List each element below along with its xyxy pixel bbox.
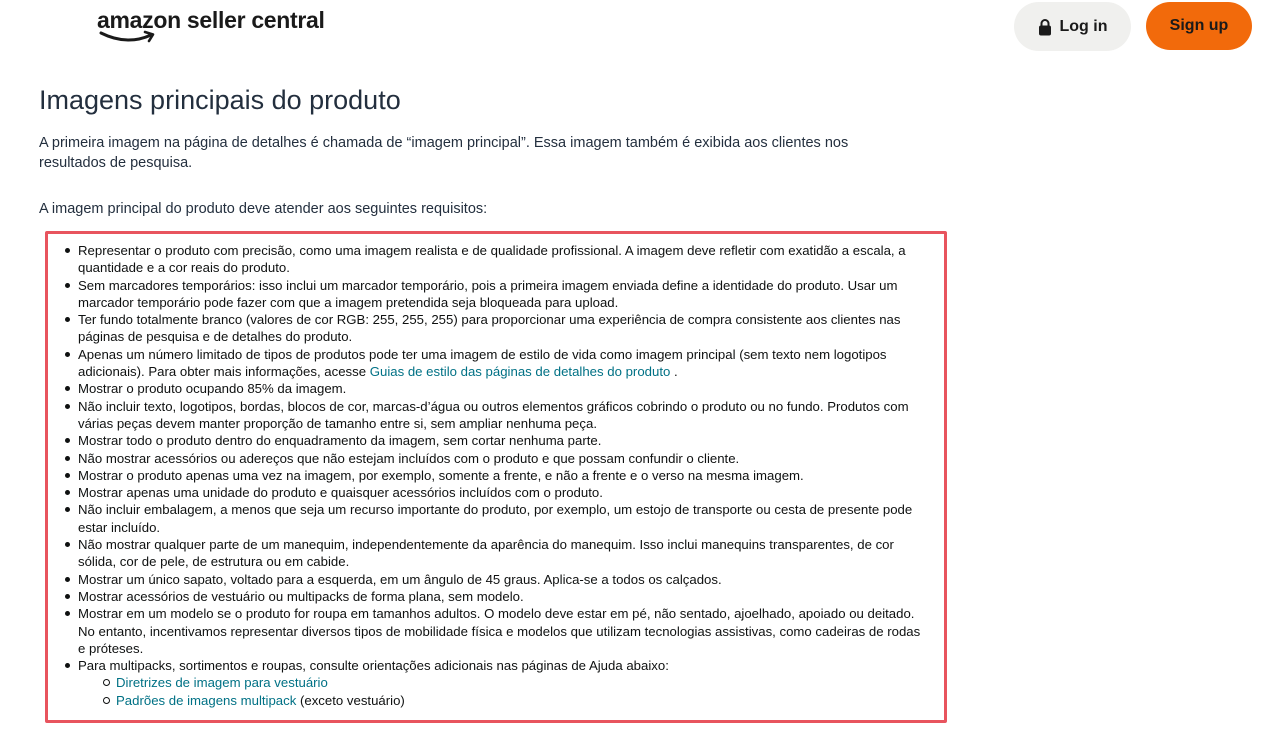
intro-paragraph: A primeira imagem na página de detalhes é chamada de “imagem principal”. Essa imagem também é exibida aos clientes nos resultados de pesquisa. <box>39 135 849 171</box>
help-links-list <box>116 674 928 709</box>
sub-list-item-text: (exceto vestuário) <box>296 692 405 708</box>
list-item: Não mostrar qualquer parte de um manequim, independentemente da aparência do manequim. Isso inclui manequins transparentes, de cor sólida, cor de pele, de estrutura ou em cabide. <box>78 536 928 571</box>
list-item: Mostrar um único sapato, voltado para a esquerda, em um ângulo de 45 graus. Aplica-se a todos os calçados. <box>78 571 928 588</box>
sub-list-item <box>116 674 928 691</box>
login-label: Log in <box>1059 17 1108 35</box>
list-item-text: . <box>670 364 678 380</box>
list-item: Mostrar todo o produto dentro do enquadramento da imagem, sem cortar nenhuma parte. <box>78 432 928 449</box>
list-item: Sem marcadores temporários: isso inclui um marcador temporário, pois a primeira imagem enviada define a identidade do produto. Usar um marcador temporário pode fazer com que a imagem pretendida seja bloqueada para upload. <box>78 277 928 312</box>
list-item <box>78 657 928 709</box>
requirements-lead: A imagem principal do produto deve atender aos seguintes requisitos: <box>39 201 488 217</box>
list-item: Não mostrar acessórios ou adereços que não estejam incluídos com o produto e que possam confundir o cliente. <box>78 450 928 467</box>
list-item: Mostrar o produto ocupando 85% da imagem. <box>78 380 928 397</box>
list-item-text: Apenas um número limitado de tipos de produtos pode ter uma imagem de estilo de vida como imagem principal (sem texto nem logotipos adicionais). Para obter mais informações, acesse <box>78 346 887 380</box>
logo-text: amazon seller central <box>97 7 325 33</box>
multipack-image-standards-link[interactable]: Padrões de imagens multipack <box>116 692 297 708</box>
list-item: Não incluir embalagem, a menos que seja um recurso importante do produto, por exemplo, um estojo de transporte ou cesta de presente pode estar incluído. <box>78 501 928 536</box>
style-guides-link[interactable]: Guias de estilo das páginas de detalhes do produto <box>369 364 671 380</box>
amazon-smile-icon <box>99 30 159 44</box>
signup-label: Sign up <box>1169 17 1229 34</box>
page-title: Imagens principais do produto <box>39 85 401 115</box>
apparel-image-guidelines-link[interactable]: Diretrizes de imagem para vestuário <box>116 675 328 691</box>
list-item: Ter fundo totalmente branco (valores de cor RGB: 255, 255, 255) para proporcionar uma experiência de compra consistente aos clientes nas páginas de pesquisa e de detalhes do produto. <box>78 311 928 346</box>
list-item: Representar o produto com precisão, como uma imagem realista e de qualidade profissional. A imagem deve refletir com exatidão a escala, a quantidade e a cor reais do produto. <box>78 242 928 277</box>
list-item: Não incluir texto, logotipos, bordas, blocos de cor, marcas-d’água ou outros elementos gráficos cobrindo o produto ou no fundo. Produtos com várias peças devem manter proporção de tamanho entre si, sem ampliar nenhuma peça. <box>78 398 928 433</box>
signup-button[interactable] <box>1146 2 1252 50</box>
list-item <box>78 346 928 381</box>
requirements-list <box>78 242 928 709</box>
list-item: Mostrar acessórios de vestuário ou multipacks de forma plana, sem modelo. <box>78 588 928 605</box>
list-item: Mostrar apenas uma unidade do produto e quaisquer acessórios incluídos com o produto. <box>78 484 928 501</box>
lock-icon <box>1038 18 1052 36</box>
list-item-text: Para multipacks, sortimentos e roupas, consulte orientações adicionais nas páginas de Ajuda abaixo: <box>78 658 669 674</box>
sub-list-item <box>116 692 928 709</box>
amazon-seller-central-logo[interactable] <box>97 6 325 46</box>
login-button[interactable] <box>1014 2 1131 51</box>
list-item: Mostrar em um modelo se o produto for roupa em tamanhos adultos. O modelo deve estar em pé, não sentado, ajoelhado, apoiado ou deitado. No entanto, incentivamos representar diversos tipos de mobilidade física e modelos que utilizam tecnologias assistivas, como cadeiras de rodas e próteses. <box>78 605 928 657</box>
list-item: Mostrar o produto apenas uma vez na imagem, por exemplo, somente a frente, e não a frente e o verso na mesma imagem. <box>78 467 928 484</box>
